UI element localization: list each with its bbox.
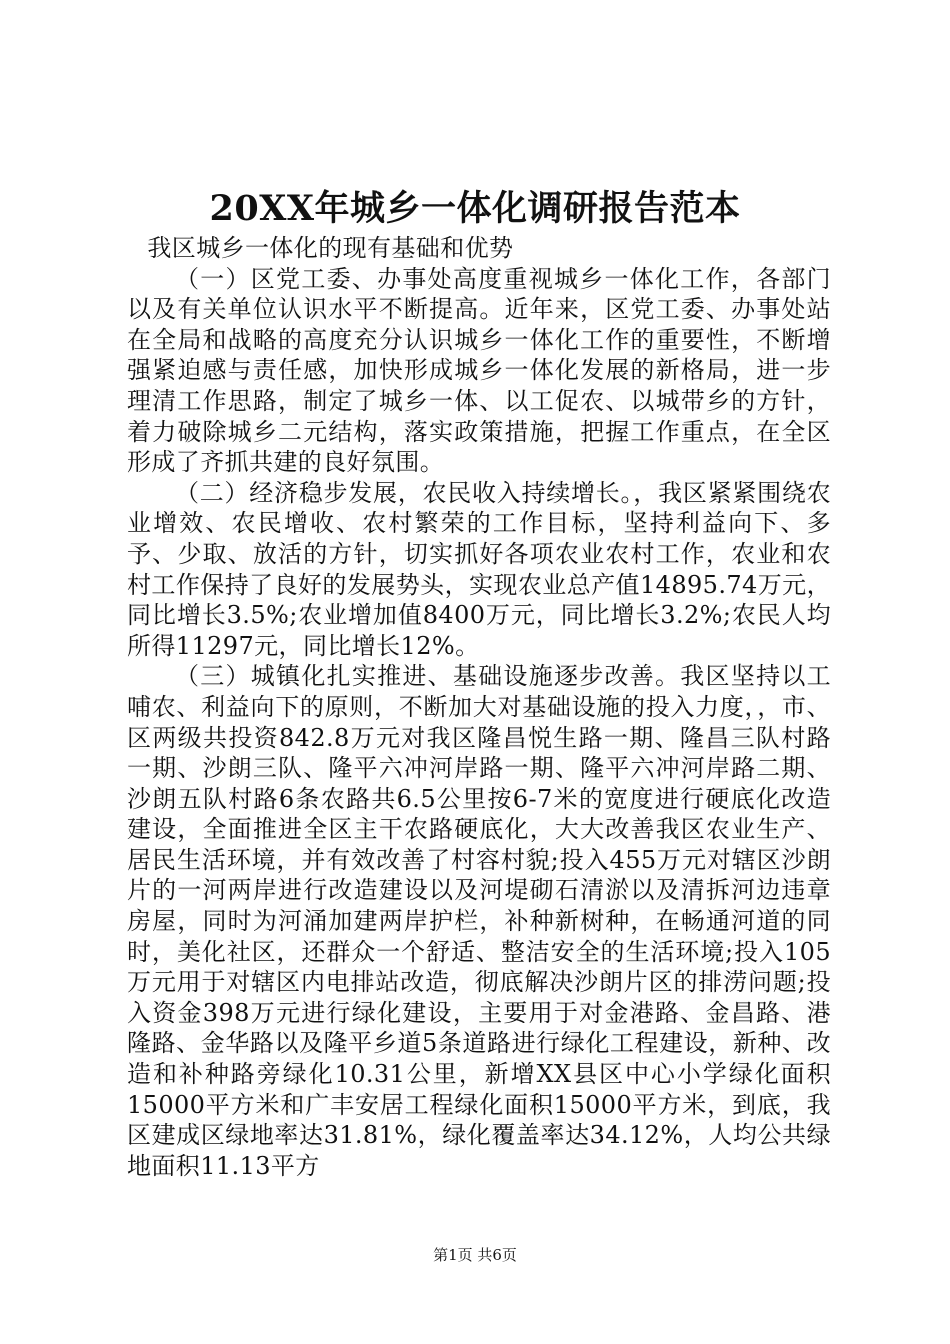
section-heading: 我区城乡一体化的现有基础和优势	[147, 234, 514, 262]
page-footer: 第1页 共6页	[433, 1246, 517, 1264]
paragraph-2: （二）经济稳步发展，农民收入持续增长。，我区紧紧围绕农业增效、农民增收、农村繁荣的工作目标，坚持利益向下、多予、少取、放活的方针，切实抓好各项农业农村工作，农业和农村工作保持了良好的发展势头，实现农业总产值14895.74万元，同比增长3.5%;农业增加值8400万元，同比增长3.2%;农民人均所得11297元，同比增长12%。	[127, 478, 831, 660]
paragraph-1: （一）区党工委、办事处高度重视城乡一体化工作，各部门以及有关单位认识水平不断提高。近年来，区党工委、办事处站在全局和战略的高度充分认识城乡一体化工作的重要性，不断增强紧迫感与责任感，加快形成城乡一体化发展的新格局，进一步理清工作思路，制定了城乡一体、以工促农、以城带乡的方针，着力破除城乡二元结构，落实政策措施，把握工作重点，在全区形成了齐抓共建的良好氛围。	[127, 264, 831, 477]
document-title: 20XX年城乡一体化调研报告范本	[209, 188, 741, 229]
paragraph-3: （三）城镇化扎实推进、基础设施逐步改善。我区坚持以工哺农、利益向下的原则，不断加大对基础设施的投入力度，，市、区两级共投资842.8万元对我区隆昌悦生路一期、隆昌三队村路一期、沙朗三队、隆平六冲河岸路一期、隆平六冲河岸路二期、沙朗五队村路6条农路共6.5公里按6-7米的宽度进行硬底化改造建设，全面推进全区主干农路硬底化，大大改善我区农业生产、居民生活环境，并有效改善了村容村貌;投入455万元对辖区沙朗片的一河两岸进行改造建设以及河堤砌石清淤以及清拆河边违章房屋，同时为河涌加建两岸护栏，补种新树种，在畅通河道的同时，美化社区，还群众一个舒适、整洁安全的生活环境;投入105万元用于对辖区内电排站改造，彻底解决沙朗片区的排涝问题;投入资金398万元进行绿化建设，主要用于对金港路、金昌路、港隆路、金华路以及隆平乡道5条道路进行绿化工程建设，新种、改造和补种路旁绿化10.31公里，新增XX县区中心小学绿化面积15000平方米和广丰安居工程绿化面积15000平方米，到底，我区建成区绿地率达31.81%，绿化覆盖率达34.12%，人均公共绿地面积11.13平方	[127, 662, 831, 1180]
document-body	[127, 233, 831, 1181]
